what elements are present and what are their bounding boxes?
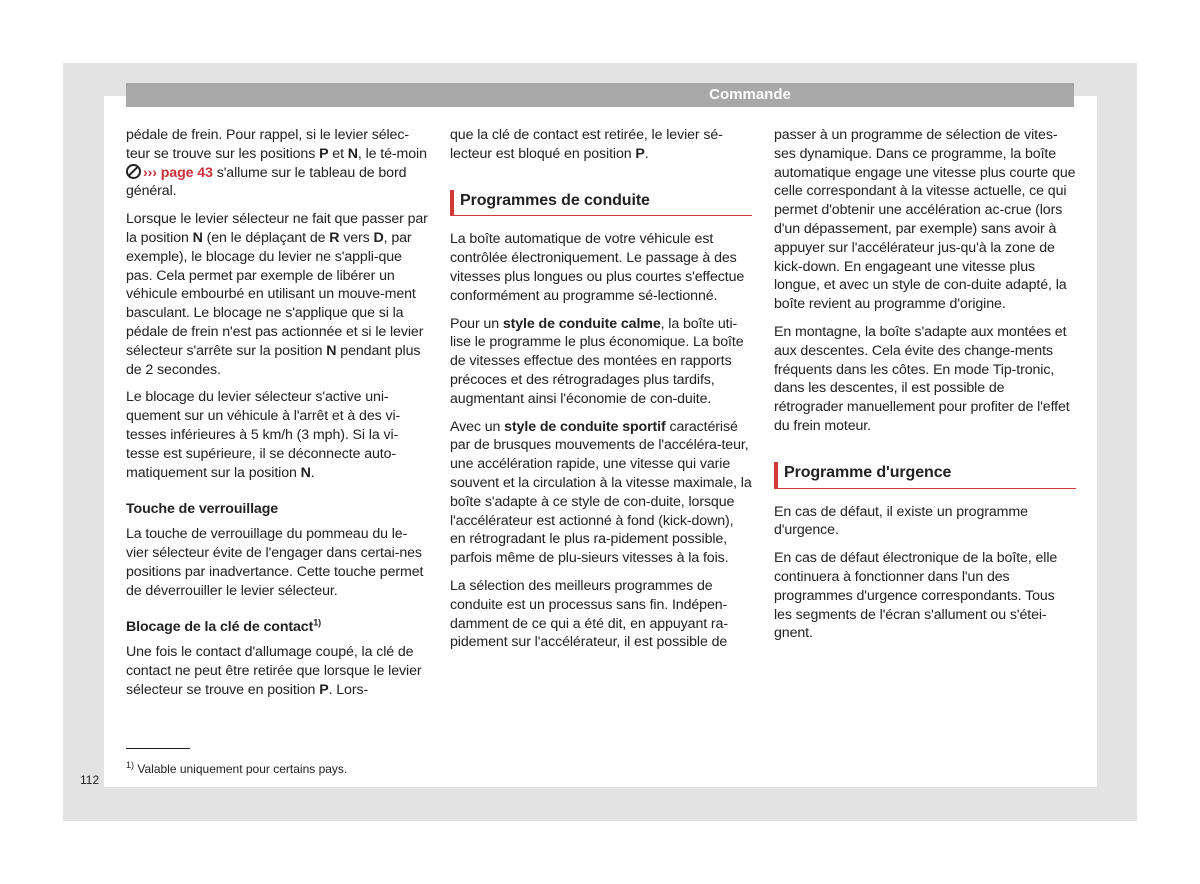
subheading-lock-button: Touche de verrouillage <box>126 501 279 518</box>
paragraph: En montagne, la boîte s'adapte aux montées et aux descentes. Cela évite des change-ments fréquents dans les côtes. En mode Tip-tronic, dans les descentes, il est possible de rétrograder manuellement pour profiter de l'effet du frein moteur. <box>774 323 1070 434</box>
footnote <box>126 761 347 777</box>
paragraph: En cas de défaut, il existe un programme d'urgence. <box>774 503 1028 539</box>
footnote-mark: 1) <box>126 760 135 770</box>
shift-lock-icon <box>126 164 141 179</box>
paragraph: passer à un programme de sélection de vites-ses dynamique. Dans ce programme, la boîte automatique engage une vitesse plus courte que celle correspondant à la vitesse actuelle, ce qui permet d'obtenir une accélération ac-crue (lors d'un dépassement, par exemple) sans avoir à appuyer sur l'accélérateur jus-qu'à la zone de kick-down. En engageant une vitesse plus longue, et avec un style de con-duite adapté, la boîte revient au programme d'origine. <box>774 127 1076 313</box>
footnote-text: Valable uniquement pour certains pays. <box>137 762 348 776</box>
section-title-driving-programs: Programmes de conduite <box>450 190 752 217</box>
page-number: 112 <box>80 773 100 787</box>
header-title: Commande <box>709 86 791 103</box>
paragraph: Une fois le contact d'allumage coupé, la clé de contact ne peut être retirée que lorsque le levier sélecteur se trouve en position P. Lors- <box>126 644 422 698</box>
paragraph: pédale de frein. Pour rappel, si le levier sélec-teur se trouve sur les positions P et N, le té-moin ››› page 43 s'allume sur le tableau de bord général. <box>126 127 427 200</box>
paragraph: que la clé de contact est retirée, le levier sé-lecteur est bloqué en position P. <box>450 127 723 162</box>
footnote-divider <box>126 748 190 749</box>
paragraph: Le blocage du levier sélecteur s'active uni-quement sur un véhicule à l'arrêt et à des vi-tesses inférieures à 5 km/h (3 mph). Si la vi-tesse est supérieure, il se déconnecte auto-matiquement sur la position N. <box>126 389 401 481</box>
subheading-key-lock: Blocage de la clé de contact$^{1)}$ <box>126 617 322 636</box>
paragraph: Pour un style de conduite calme, la boîte uti-lise le programme le plus économique. La boîte de vitesses effectue des montées en rapports précoces et des rétrogradages plus tardifs, augmentant ainsi l'économie de con-duite. <box>450 315 744 407</box>
paragraph: La touche de verrouillage du pommeau du le-vier sélecteur évite de l'engager dans certai-nes positions par inadvertance. Cette touche permet de déverrouiller le levier sélecteur. <box>126 526 424 599</box>
paragraph: Avec un style de conduite sportif caractérisé par de brusques mouvements de l'accéléra-teur, une accélération rapide, une vitesse qui varie souvent et la circulation à la vitesse maximale, la boîte s'adapte à ce style de con-duite, lorsque l'accélérateur est actionné à fond (kick-down), en rétrogradant le plus ra-pidement possible, parfois même de plu-sieurs vitesses à la fois. <box>450 418 752 567</box>
paragraph: Lorsque le levier sélecteur ne fait que passer par la position N (en le déplaçant de R vers D, par exemple), le blocage du levier ne s'appli-que pas. Cela permet par exemple de libérer un véhicule embourbé en utilisant un mouve-ment basculant. Le blocage ne s'applique que si la pédale de frein n'est pas actionnée et si le levier sélecteur s'arrête sur la position N pendant plus de 2 secondes. <box>126 211 428 378</box>
paragraph: La boîte automatique de votre véhicule est contrôlée électroniquement. Le passage à des vitesses plus longues ou plus courtes s'effectue conformément au programme sé-lectionné. <box>450 231 745 304</box>
running-header <box>126 83 1074 107</box>
paragraph: La sélection des meilleurs programmes de conduite est un processus sans fin. Indépen-damment de ce qui a été dit, en appuyant ra-pidement sur l'accélérateur, il est possible de <box>450 577 728 651</box>
paragraph: En cas de défaut électronique de la boîte, elle continuera à fonctionner dans l'un des programmes d'urgence correspondants. Tous les segments de l'écran s'allument ou s'étei-gnent. <box>774 550 1058 642</box>
footnote-ref: 1) <box>313 617 322 628</box>
page-link[interactable]: ››› page 43 <box>143 164 213 181</box>
section-title-emergency-program: Programme d'urgence <box>774 462 1076 489</box>
column-3 <box>774 126 1076 652</box>
column-2 <box>450 126 752 661</box>
column-1 <box>126 126 428 709</box>
